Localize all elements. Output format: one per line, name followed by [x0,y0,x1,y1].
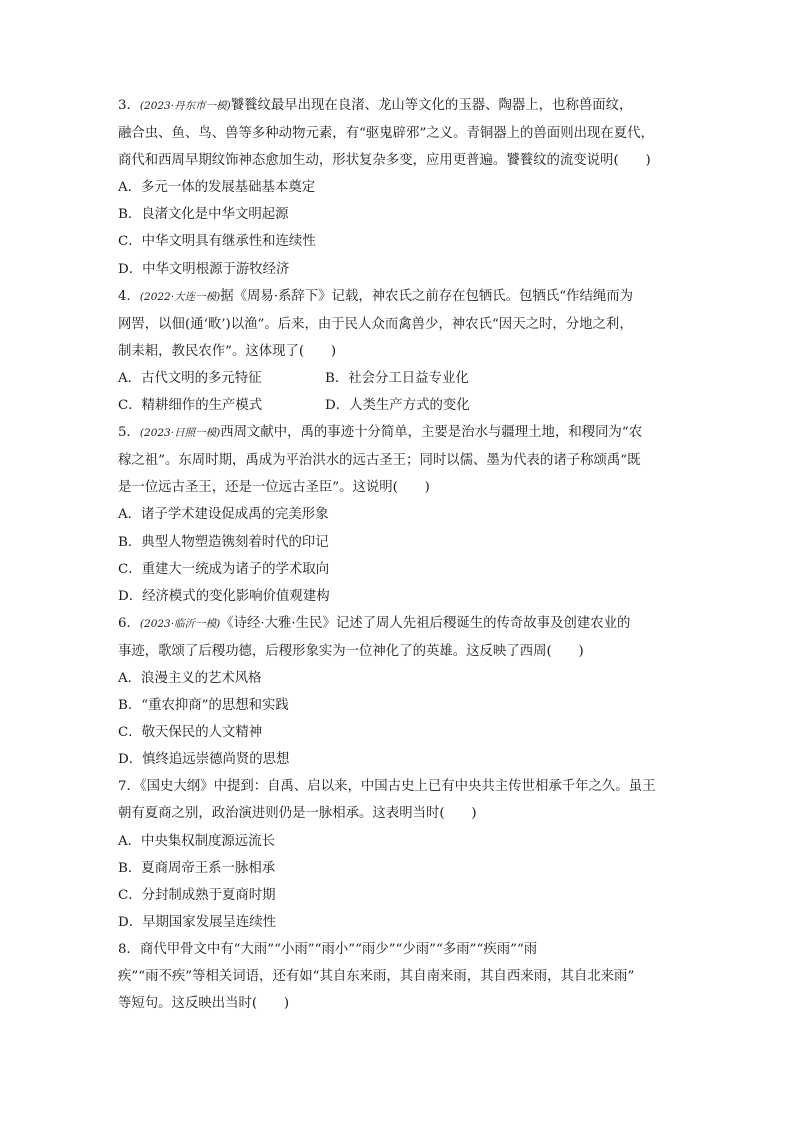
question-stem-line: 稼之祖”。东周时期，禹成为平治洪水的远古圣王；同时以儒、墨为代表的诸子称颂禹“既 [118,453,641,469]
option-b[interactable]: B．夏商周帝王系一脉相承 [118,860,276,876]
question-number: 6． [118,615,140,631]
options-row [118,392,678,419]
option-c[interactable]: C．敬天保民的人文精神 [118,725,263,741]
question-stem-line: 7．《国史大纲》中提到：自禹、启以来，中国古史上已有中央共主传世相承千年之久。虽王 [118,779,656,795]
question-number: 7． [118,779,140,795]
option-d[interactable]: D．人类生产方式的变化 [325,398,470,414]
question-stem-line: 网罟，以佃(通‘畋’)以渔”。后来，由于民人众而禽兽少，神农氏“因天之时，分地之利， [118,316,633,332]
question-4 [118,283,678,419]
option-d[interactable]: D．慎终追远崇德尚贤的思想 [118,752,290,768]
question-source: (2023·日照一模) [139,427,221,440]
option-a[interactable]: A．浪漫主义的艺术风格 [118,670,262,686]
option-c[interactable]: C．精耕细作的生产模式 [118,398,263,414]
question-stem-line: 3．(2023·丹东市一模)饕餮纹最早出现在良渚、龙山等文化的玉器、陶器上，也称兽面纹， [118,98,633,113]
question-7 [118,773,678,936]
question-5 [118,419,678,610]
question-stem-line: 制耒耜，教民农作”。这体现了( ) [118,343,337,359]
question-stem-line: 是一位远古圣王，还是一位远古圣臣”。这说明( ) [118,480,430,496]
question-stem-line: 融合虫、鱼、鸟、兽等多种动物元素，有“驱鬼辟邪”之义。青铜器上的兽面则出现在夏代， [118,126,654,142]
question-3 [118,92,678,283]
question-stem-line: 商代和西周早期纹饰神态愈加生动，形状复杂多变，应用更普遍。饕餮纹的流变说明( ) [118,153,651,169]
question-number: 3． [118,98,140,113]
question-stem-line: 5．(2023·日照一模)西周文献中，禹的事迹十分简单，主要是治水与疆理土地，和稷同为“农 [118,425,643,441]
options-row [118,365,678,392]
question-stem-line: 事迹，歌颂了后稷功德，后稷形象实为一位神化了的英雄。这反映了西周( ) [118,643,584,659]
option-c[interactable]: C．分封制成熟于夏商时期 [118,887,276,903]
option-d[interactable]: D．中华文明根源于游牧经济 [118,261,290,277]
question-number: 4． [118,288,140,304]
option-a[interactable]: A．诸子学术建设促成禹的完美形象 [118,507,329,523]
question-number: 8． [118,941,140,957]
question-6 [118,610,678,774]
question-stem-line: 6．(2023·临沂一模)《诗经·大雅·生民》记述了周人先祖后稷诞生的传奇故事及创建农业的 [118,615,631,631]
question-stem-line: 等短句。这反映出当时( ) [118,996,290,1012]
question-list [118,92,678,1017]
question-source: (2023·临沂一模) [139,617,221,630]
question-stem-line: 朝有夏商之别，政治演进则仍是一脉相承。这表明当时( ) [118,806,477,822]
option-c[interactable]: C．中华文明具有继承性和连续性 [118,234,316,250]
option-c[interactable]: C．重建大一统成为诸子的学术取向 [118,561,330,577]
question-8 [118,936,678,1017]
question-source: (2023·丹东市一模) [139,100,231,112]
option-b[interactable]: B．典型人物塑造镌刻着时代的印记 [118,534,329,550]
question-stem-line: 8．商代甲骨文中有“大雨”“小雨”“雨小”“雨少”“少雨”“多雨”“疾雨”“雨 [118,941,538,957]
question-stem-line: 疾”“雨不疾”等相关词语，还有如“其自东来雨，其自南来雨，其自西来雨，其自北来雨” [118,969,635,984]
option-b[interactable]: B．良渚文化是中华文明起源 [118,207,289,223]
option-a[interactable]: A．中央集权制度源远流长 [118,833,275,849]
option-d[interactable]: D．早期国家发展呈连续性 [118,914,277,930]
question-source: (2022·大连一模) [139,290,221,303]
option-a[interactable]: A．多元一体的发展基础基本奠定 [118,180,316,196]
option-b[interactable]: B．“重农抑商”的思想和实践 [118,698,289,714]
question-number: 5． [118,425,140,441]
option-a[interactable]: A．古代文明的多元特征 [118,370,262,386]
option-b[interactable]: B．社会分工日益专业化 [325,370,469,386]
question-stem-line: 4．(2022·大连一模)据《周易·系辞下》记载，神农氏之前存在包牺氏。包牺氏“作结绳而为 [118,288,634,304]
option-d[interactable]: D．经济模式的变化影响价值观建构 [118,588,330,604]
